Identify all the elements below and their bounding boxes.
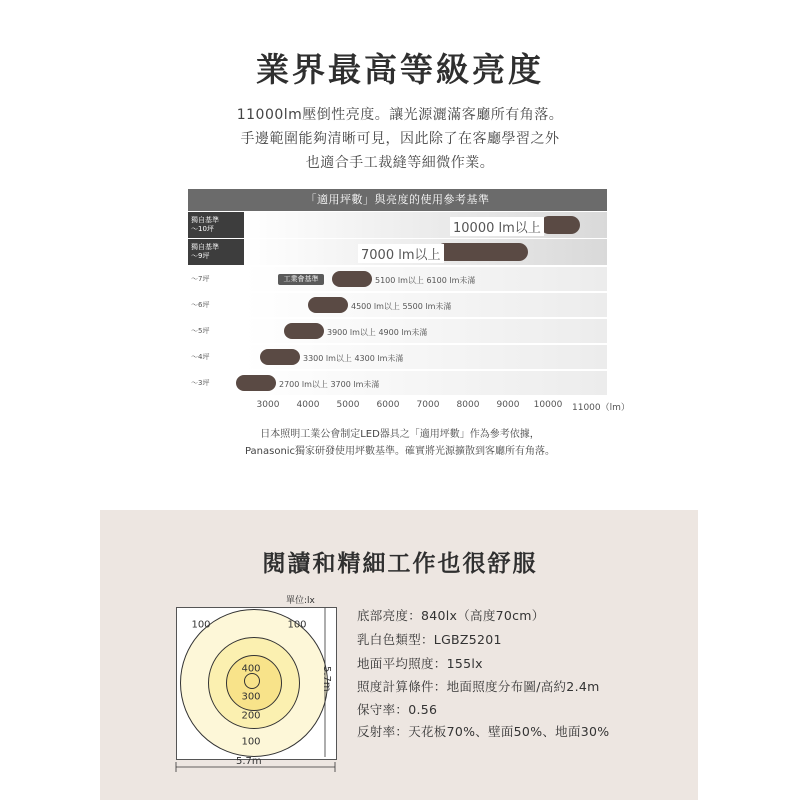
row-label-text: ～5坪 bbox=[191, 327, 210, 335]
range-bar bbox=[236, 375, 276, 391]
x-tick-label: 4000 bbox=[296, 400, 320, 410]
range-label: 2700 lm以上 3700 lm未滿 bbox=[279, 380, 380, 389]
range-label: 4500 lm以上 5500 lm未滿 bbox=[351, 302, 452, 311]
range-bar bbox=[308, 297, 348, 313]
range-label: 5100 lm以上 6100 lm未滿 bbox=[375, 276, 476, 285]
x-tick-label: 10000 bbox=[533, 400, 563, 410]
row-label-text: 獨自基準 bbox=[191, 243, 219, 251]
x-tick-label: 6000 bbox=[376, 400, 400, 410]
row-label-text: ～9坪 bbox=[191, 252, 210, 260]
iso-label-400: 400 bbox=[241, 663, 261, 675]
section-subtitle: 閱讀和精細工作也很舒服 bbox=[262, 551, 538, 577]
row-label-text: 獨自基準 bbox=[191, 216, 219, 224]
row-label bbox=[188, 239, 244, 265]
row-label-text: ～6坪 bbox=[191, 301, 210, 309]
spec-line-6: 反射率：天花板70%、壁面50%、地面30% bbox=[357, 724, 610, 739]
spec-line-2: 乳白色類型：LGBZ5201 bbox=[357, 632, 502, 647]
spec-line-4: 照度計算條件：地面照度分布圖/高約2.4m bbox=[357, 679, 600, 694]
row-label bbox=[188, 293, 244, 317]
spec-line-3: 地面平均照度：155lx bbox=[357, 656, 483, 671]
row-label bbox=[188, 319, 244, 343]
height-label: 5.7m bbox=[321, 666, 332, 692]
range-bar bbox=[260, 349, 300, 365]
description-line-1: 11000lm壓倒性亮度。讓光源灑滿客廳所有角落。 bbox=[236, 107, 564, 123]
row-label-text: ～10坪 bbox=[191, 225, 214, 233]
row-label bbox=[188, 212, 244, 238]
range-label: 3900 lm以上 4900 lm未滿 bbox=[327, 328, 428, 337]
x-tick-label: 3000 bbox=[256, 400, 280, 410]
x-tick-label: 8000 bbox=[456, 400, 480, 410]
note-line-1: 日本照明工業公會制定LED器具之「適用坪數」作為參考依據， bbox=[260, 429, 540, 440]
row-label-text: ～4坪 bbox=[191, 353, 210, 361]
description-line-2: 手邊範圍能夠清晰可見，因此除了在客廳學習之外 bbox=[240, 131, 560, 147]
unit-label: 單位:lx bbox=[286, 596, 315, 606]
row-label bbox=[188, 267, 244, 291]
range-bar bbox=[436, 243, 528, 261]
x-tick-label: 9000 bbox=[496, 400, 520, 410]
range-bar bbox=[332, 271, 372, 287]
corner-label-left: 100 bbox=[191, 619, 211, 631]
range-label: 7000 lm以上 bbox=[358, 244, 444, 263]
range-bar bbox=[284, 323, 324, 339]
iso-label-300: 300 bbox=[241, 691, 261, 703]
row-label-text: ～7坪 bbox=[191, 275, 210, 283]
x-tick-label: 5000 bbox=[336, 400, 360, 410]
range-bar bbox=[540, 216, 580, 234]
spec-line-1: 底部亮度：840lx（高度70cm） bbox=[357, 608, 545, 623]
iso-label-200: 200 bbox=[241, 710, 261, 722]
page-title: 業界最高等級亮度 bbox=[256, 50, 544, 89]
row-label-text: ～3坪 bbox=[191, 379, 210, 387]
width-label: 5.7m bbox=[236, 756, 262, 767]
range-label: 10000 lm以上 bbox=[450, 217, 544, 236]
chart-title: 「適用坪數」與亮度的使用參考基準 bbox=[188, 189, 607, 211]
spec-line-5: 保守率：0.56 bbox=[357, 702, 438, 717]
x-tick-label: 7000 bbox=[416, 400, 440, 410]
iso-label-100: 100 bbox=[241, 736, 261, 748]
corner-label-right: 100 bbox=[287, 619, 307, 631]
industry-standard-tag: 工業會基準 bbox=[278, 274, 324, 285]
dimension-lines bbox=[170, 600, 350, 775]
x-tick-label: 11000（lm） bbox=[572, 403, 630, 413]
row-label bbox=[188, 345, 244, 369]
range-label: 3300 lm以上 4300 lm未滿 bbox=[303, 354, 404, 363]
description-line-3: 也適合手工裁縫等細微作業。 bbox=[305, 155, 495, 171]
note-line-2: Panasonic獨家研發使用坪數基準。確實將光源擴散到客廳所有角落。 bbox=[244, 446, 556, 457]
